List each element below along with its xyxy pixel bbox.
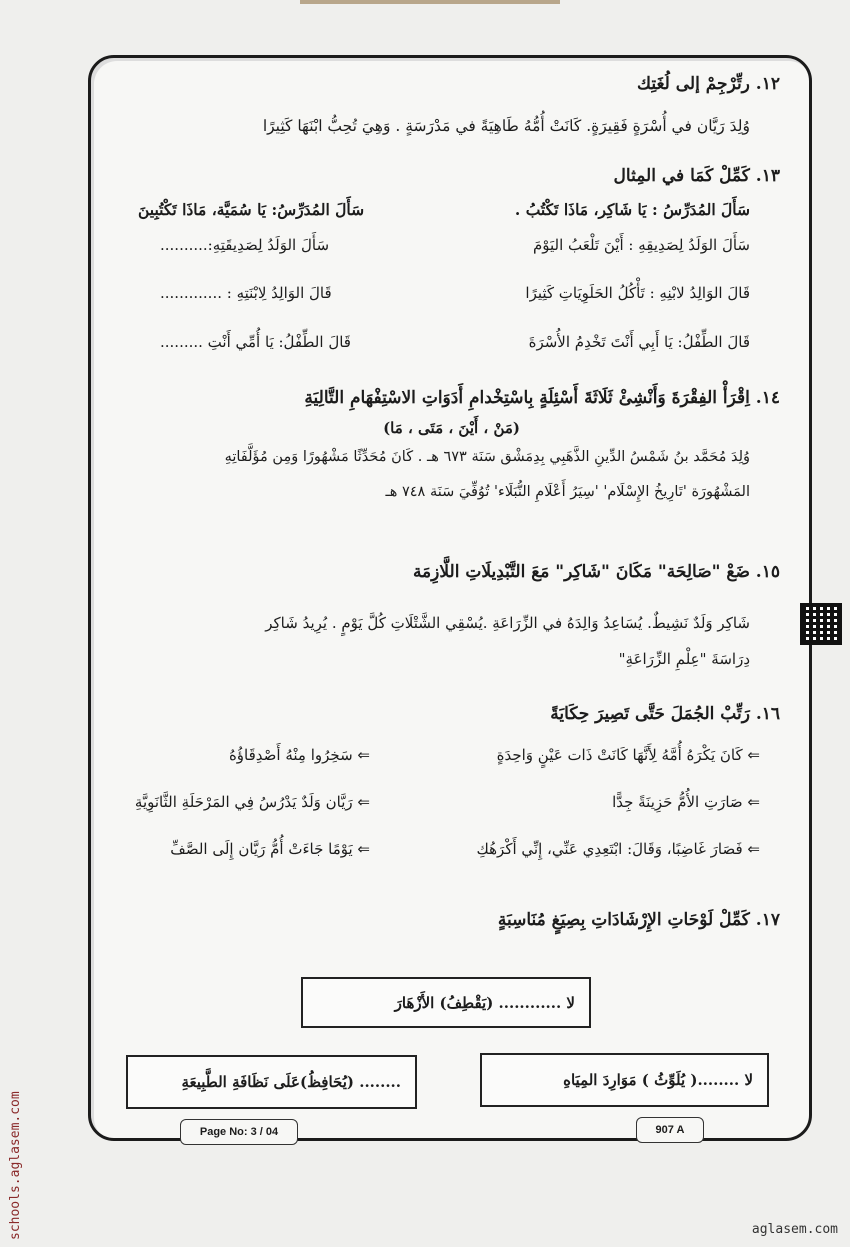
dash-marker: ⇐	[352, 840, 370, 858]
sign-box-pick-flowers: لا ............ (يَقْطِفُ) الأَزْهَارَ	[301, 977, 591, 1028]
corner-watermark: aglasem.com	[751, 1222, 838, 1237]
q16-left-item-2: ⇐ رَيَّان وَلَدٌ يَدْرُسُ فِي المَرْحَلَةِ الثَّانَوِيَّةِ	[134, 793, 370, 811]
dash-marker: ⇐	[742, 746, 760, 764]
q13-example-right: سَأَلَ المُدَرِّسُ : يَا شَاكِر، مَاذَا تَكْتُبُ .	[514, 200, 750, 219]
q15-paragraph-line2: دِرَاسَةَ "عِلْمِ الزِّرَاعَةِ"	[618, 650, 750, 668]
q14-heading: ١٤. اِقْرَأْ الفِقْرَةَ وَأَنْشِئْ ثَلَاثَةَ أَسْئِلَةٍ بِاسْتِخْدامِ أَدَوَاتِ الاسْتِفْهَامِ التَّالِيَةِ	[304, 388, 780, 408]
dash-marker: ⇐	[742, 793, 760, 811]
sign-box-keep-nature-clean: ........ (يُحَافِظُ)عَلَى نَظَافَةِ الطَّبِيعَةِ	[126, 1055, 417, 1109]
q16-heading: ١٦. رَتِّبْ الجُمَلَ حَتَّى تَصِيرَ حِكَايَةً	[550, 704, 780, 724]
q16-left-item-1: ⇐ سَخِرُوا مِنْهُ أَصْدِقَاؤُهُ	[228, 746, 370, 764]
q13-example-left: سَأَلَ المُدَرِّسُ: يَا سُمَيَّة، مَاذَا تَكْتُبِينَ	[138, 200, 365, 219]
q16-right-item-2: ⇐ صَارَتِ الأُمُّ حَزِينَةً جِدًّا	[612, 793, 760, 811]
dash-marker: ⇐	[352, 793, 370, 811]
q13-row3-left: قَالَ الطِّفْلُ: يَا أُمِّي أَنْتِ .........	[160, 333, 351, 351]
q16-left-item-3: ⇐ يَوْمًا جَاءَتْ أُمُّ رَيَّان إِلَى الصَّفِّ	[170, 840, 370, 858]
q13-heading: ١٣. كَمِّلْ كَمَا في المِثال	[613, 166, 780, 186]
q13-row1-right: سَأَلَ الوَلَدُ لِصَدِيقِهِ : أَيْنَ تَلْعَبُ اليَوْمَ	[532, 236, 750, 254]
q15-paragraph-line1: شَاكِر وَلَدٌ نَشِيطٌ. يُسَاعِدُ وَالِدَهُ في الزِّرَاعَةِ .يُسْقِي الشَّتْلَاتِ كُلَّ يَوْمٍ . يُرِيدُ شَاكِر	[265, 614, 750, 632]
q16-right-item-3: ⇐ فَصَارَ غَاضِبًا، وَقَالَ: ابْتَعِدِي عَنِّي، إِنِّي أَكْرَهُكِ	[476, 840, 760, 858]
page-number: Page No: 3 / 04	[180, 1119, 298, 1145]
q17-heading: ١٧. كَمِّلْ لَوْحَاتِ الإِرْشَادَاتِ بِصِيَغٍ مُنَاسِبَةٍ	[497, 910, 780, 930]
q15-heading: ١٥. ضَعْ "صَالِحَة" مَكَانَ "شَاكِر" مَعَ التَّبْدِيلَاتِ اللَّازِمَة	[412, 562, 780, 582]
q13-row1-left: سَأَلَ الوَلَدُ لِصَدِيقَتِهِ:..........	[160, 236, 330, 254]
q14-tools: (مَنْ ، أَيْنَ ، مَتَى ، مَا)	[383, 419, 520, 437]
top-edge-strip	[300, 0, 560, 4]
q14-paragraph-line2: المَشْهُورَة 'تَارِيخُ الإِسْلَام' 'سِيَرُ أَعْلَامِ النُّبَلَاء' تُوُفِّيَ سَنَة ٧٤٨ هـ	[385, 484, 750, 500]
q13-row2-right: قَالَ الوَالِدُ لابْنِهِ : تَأْكُلُ الحَلَوِيَاتِ كَثِيرًا	[525, 284, 750, 302]
q13-row3-right: قَالَ الطِّفْلُ: يَا أَبِي أَنْتَ تَخْدِمُ الأُسْرَةَ	[528, 333, 750, 351]
sign-box-pollute-water: لا ........( يُلَوِّثُ ) مَوَارِدَ المِيَاهِ	[480, 1053, 769, 1107]
paper-code: 907 A	[636, 1117, 704, 1143]
dash-marker: ⇐	[352, 746, 370, 764]
q13-row2-left: قَالَ الوَالِدُ لِابْنَتِهِ : .............	[160, 284, 332, 302]
q12-heading: ١٢. رتِّرْجِمْ إلى لُغَتِك	[637, 74, 780, 94]
q12-text: وُلِدَ رَيَّان في أُسْرَةٍ فَقِيرَةٍ. كَانَتْ أُمُّهُ طَاهِيَةً في مَدْرَسَةٍ . وَهِيَ تُحِبُّ ابْنَهَا كَثِيرًا	[262, 117, 750, 135]
qr-code-icon	[800, 603, 842, 645]
dash-marker: ⇐	[742, 840, 760, 858]
q16-right-item-1: ⇐ كَانَ يَكْرَهُ أُمَّهُ لِأَنَّهَا كَانَتْ ذَات عَيْنٍ وَاحِدَةٍ	[496, 746, 760, 764]
q14-paragraph-line1: وُلِدَ مُحَمَّد بنُ شَمْسُ الدِّينِ الذَّهَبِي بِدِمَشْق سَنَة ٦٧٣ هـ . كَانَ مُحَدِّثًا مَشْهُورًا وَمِن مُؤَلَّفَاتِهِ	[224, 449, 750, 465]
side-watermark: schools.aglasem.com	[8, 1091, 23, 1240]
